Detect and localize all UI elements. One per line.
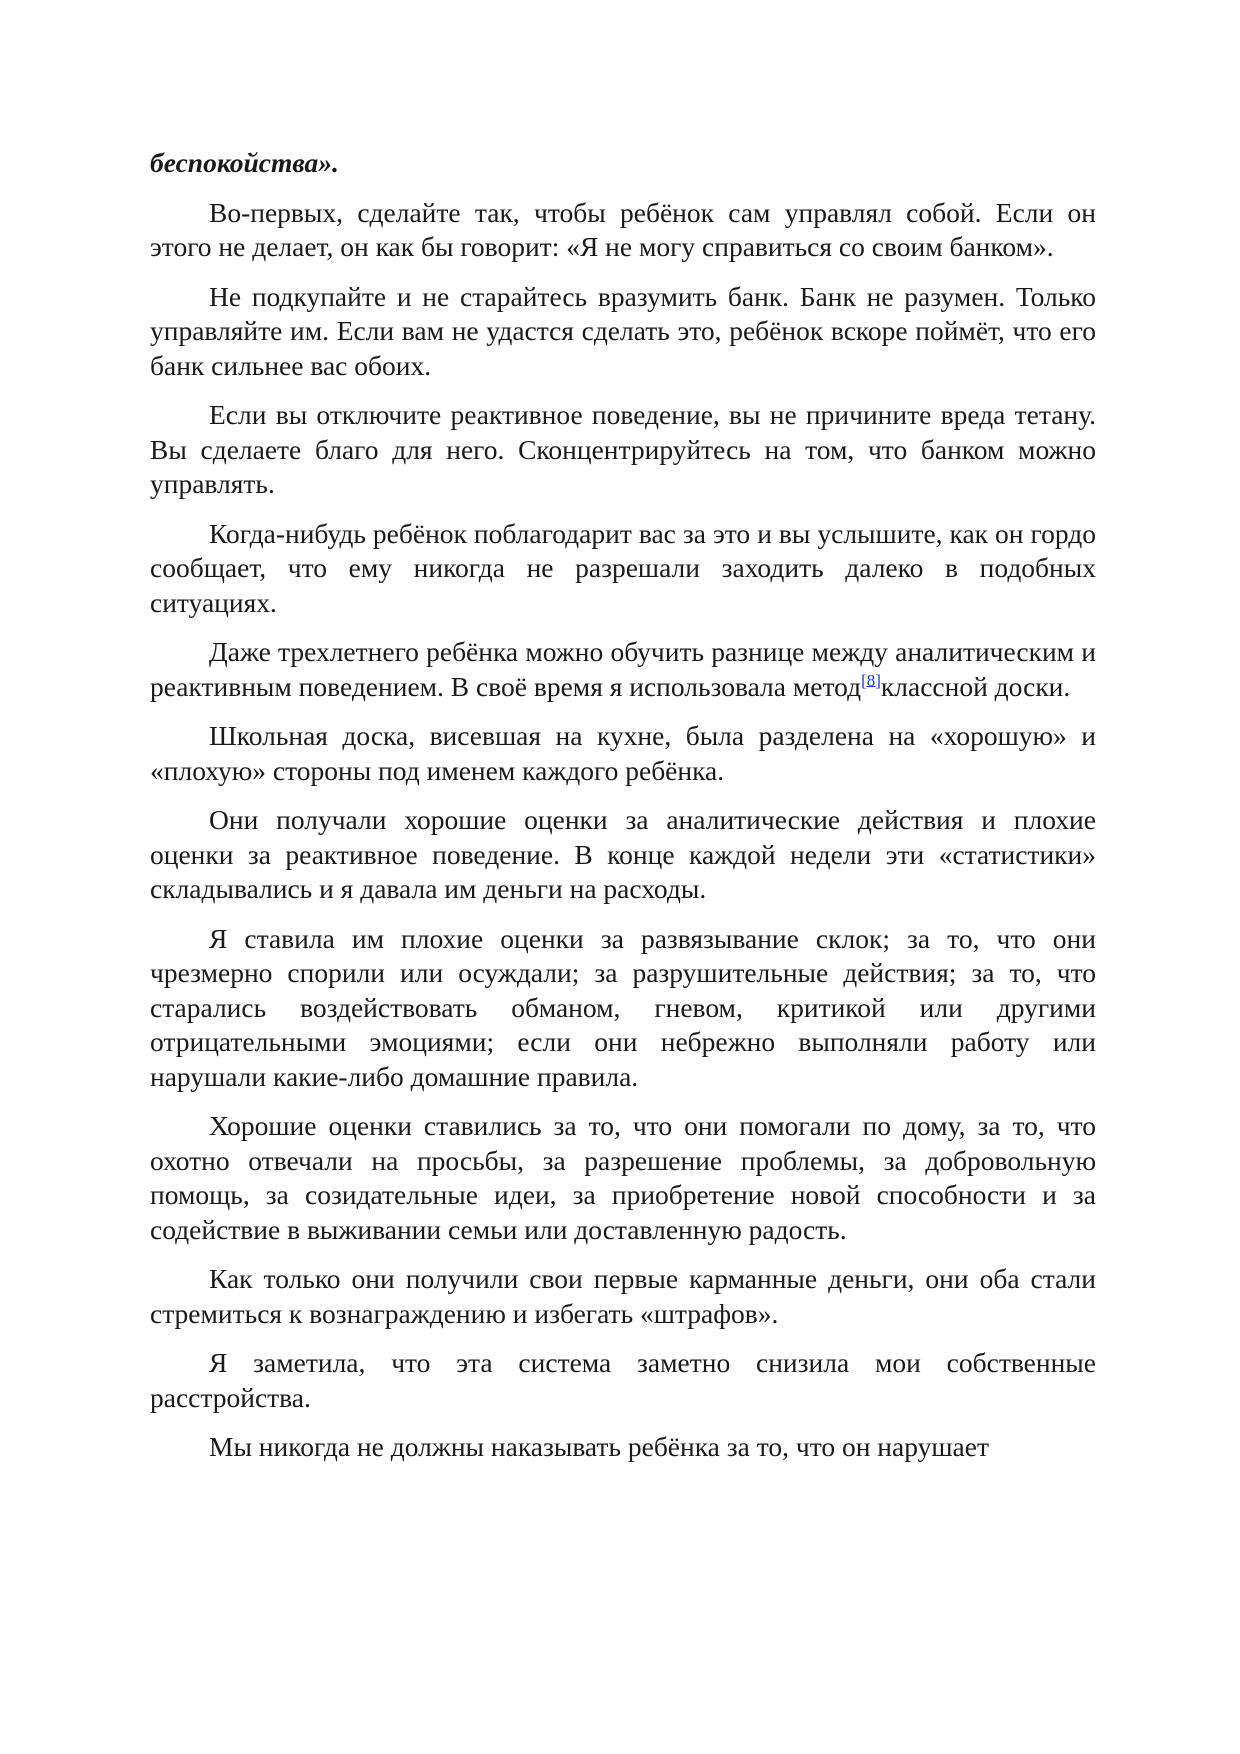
paragraph-5: [150, 635, 1096, 704]
paragraph-10: Как только они получили свои первые карманные деньги, они оба стали стремиться к вознаграждению и избегать «штрафов».: [150, 1263, 1096, 1329]
footnote-link-8[interactable]: [8]: [861, 670, 881, 690]
paragraph-6: Школьная доска, висевшая на кухне, была разделена на «хорошую» и «плохую» стороны под именем каждого ребёнка.: [150, 720, 1096, 786]
paragraph-3: Если вы отключите реактивное поведение, вы не причините вреда тетану. Вы сделаете благо для него. Сконцентрируйтесь на том, что банком можно управлять.: [150, 399, 1096, 499]
lead-fragment: беспокойства».: [150, 147, 339, 178]
paragraph-2: Не подкупайте и не старайтесь вразумить банк. Банк не разумен. Только управляйте им. Если вам не удастся сделать это, ребёнок вскоре поймёт, что его банк сильнее вас обоих.: [150, 280, 1096, 381]
paragraph-7: Они получали хорошие оценки за аналитические действия и плохие оценки за реактивное поведение. В конце каждой недели эти «статистики» складывались и я давала им деньги на расходы.: [150, 804, 1096, 904]
paragraph-5-text-before: Даже трехлетнего ребёнка можно обучить разнице между аналитическим и реактивным поведением. В своё время я использовала метод: [150, 636, 1096, 702]
paragraph-8: Я ставила им плохие оценки за развязывание склок; за то, что они чрезмерно спорили или осуждали; за разрушительные действия; за то, что старались воздействовать обманом, гневом, критикой или другими отрицательными эмоциями; если они небрежно выполняли работу или нарушали какие-либо домашние правила.: [150, 922, 1096, 1092]
paragraph-5-text-after: классной доски.: [880, 670, 1071, 702]
paragraph-12: Мы никогда не должны наказывать ребёнка за то, что он нарушает: [209, 1431, 989, 1462]
paragraph-4: Когда-нибудь ребёнок поблагодарит вас за это и вы услышите, как он гордо сообщает, что ему никогда не разрешали заходить далеко в подобных ситуациях.: [150, 517, 1096, 618]
document-page: [150, 146, 1096, 1480]
paragraph-9: Хорошие оценки ставились за то, что они помогали по дому, за то, что охотно отвечали на просьбы, за разрешение проблемы, за добровольную помощь, за созидательные идеи, за приобретение новой способности и за содействие в выживании семьи или доставленную радость.: [150, 1110, 1096, 1245]
paragraph-11: Я заметила, что эта система заметно снизила мои собственные расстройства.: [150, 1347, 1096, 1413]
paragraph-1: Во-первых, сделайте так, чтобы ребёнок сам управлял собой. Если он этого не делает, он как бы говорит: «Я не могу справиться со своим банком».: [150, 196, 1096, 262]
